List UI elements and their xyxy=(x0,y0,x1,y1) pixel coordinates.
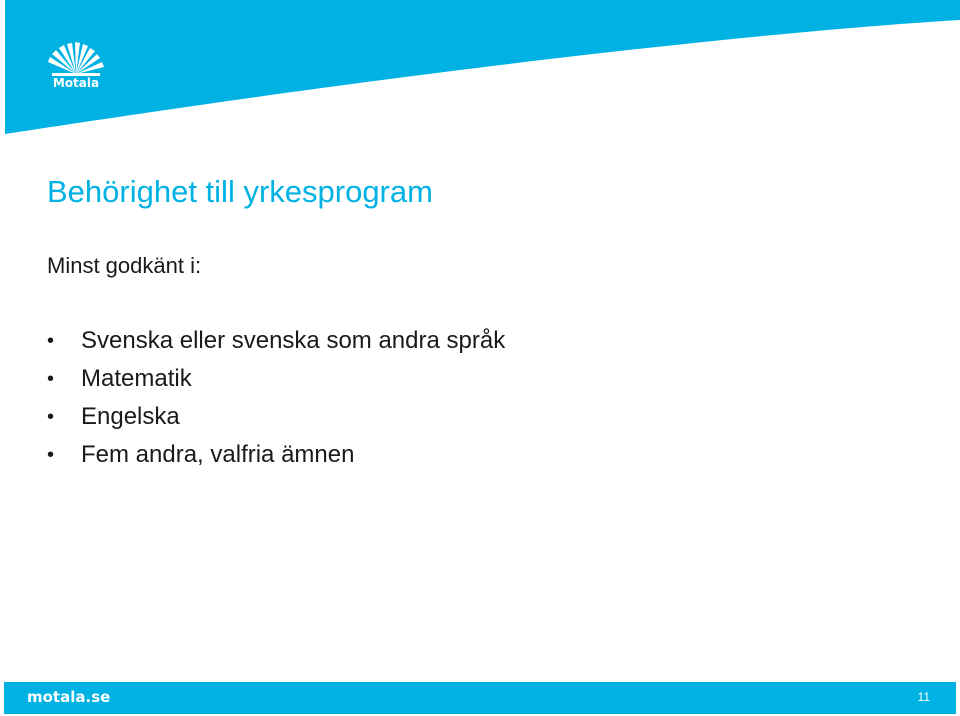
bullet-icon: • xyxy=(47,330,55,352)
bullet-text: Svenska eller svenska som andra språk xyxy=(81,327,506,354)
bullet-icon: • xyxy=(47,406,55,428)
slide-subtitle: Minst godkänt i: xyxy=(47,253,202,278)
slide-title: Behörighet till yrkesprogram xyxy=(47,174,433,209)
motala-fan-logo-icon xyxy=(38,40,114,80)
bullet-icon: • xyxy=(47,444,55,466)
footer-bar xyxy=(4,682,956,714)
bullet-icon: • xyxy=(47,368,55,390)
bullet-text: Matematik xyxy=(81,365,192,392)
header-wave-banner xyxy=(0,0,960,140)
header-wave-shape xyxy=(5,0,960,134)
footer-site-label: motala.se xyxy=(27,688,111,706)
logo-text: Motala xyxy=(52,76,100,90)
logo xyxy=(38,40,114,96)
page-number: 11 xyxy=(917,690,930,704)
bullet-text: Fem andra, valfria ämnen xyxy=(81,441,355,468)
bullet-text: Engelska xyxy=(81,403,180,430)
